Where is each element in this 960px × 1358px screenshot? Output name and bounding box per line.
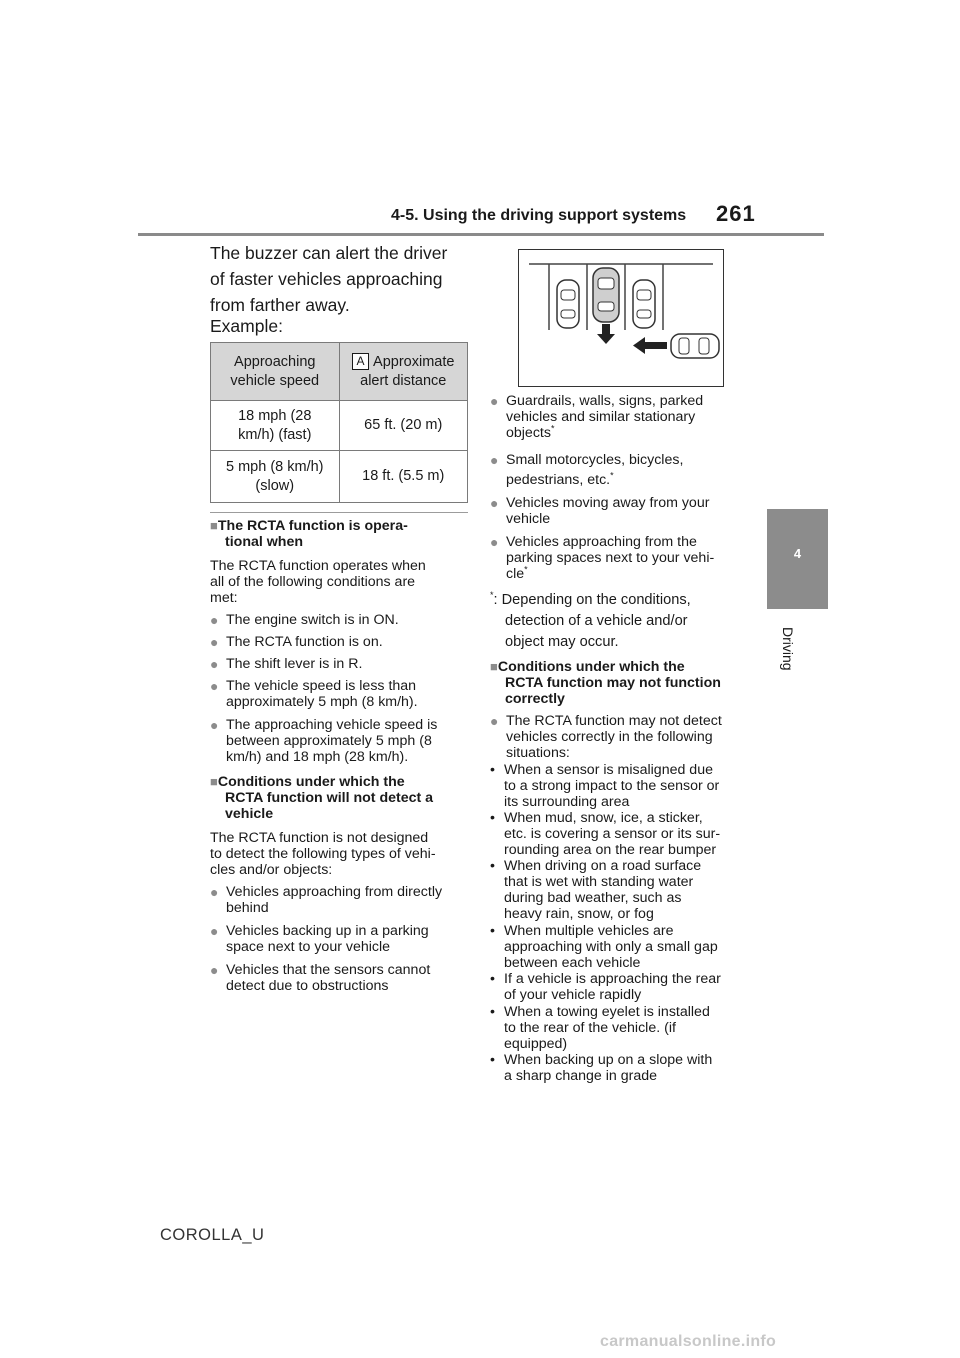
cell-text: 18 mph (28 [238, 407, 312, 424]
circle-bullet-icon: ● [490, 393, 499, 409]
circle-bullet-icon: ● [210, 962, 219, 978]
sub-list-item: • When driving on a road surface that is wet with standing water during bad weather, such as heavy rain, snow, or fog [490, 858, 702, 922]
list-item: ● The shift lever is in R. [210, 656, 363, 672]
chapter-tab-label [774, 621, 814, 691]
sub-list-item: • When a towing eyelet is installed to the rear of the vehicle. (if equipped) [490, 1004, 710, 1052]
sub-list-item: • When mud, snow, ice, a sticker, etc. is covering a sensor or its sur- rounding area on the rear bumper [490, 810, 721, 858]
circle-bullet-icon: ● [210, 678, 219, 694]
section-divider [210, 512, 468, 513]
square-bullet-icon: ■ [490, 659, 498, 674]
list-item: ● Vehicles backing up in a parking space next to your vehicle [210, 923, 429, 955]
sub-list-item: • When a sensor is misaligned due to a strong impact to the sensor or its surrounding area [490, 762, 720, 810]
header-text: alert distance [360, 372, 447, 389]
not-detect-heading: ■Conditions under which the RCTA function will not detect a vehicle [210, 774, 434, 822]
header-cell-distance [339, 343, 468, 401]
document-id: COROLLA_U [160, 1226, 265, 1244]
intro-line: from farther away. [210, 295, 350, 315]
parked-car-icon [633, 280, 655, 328]
rcta-illustration [518, 249, 724, 387]
list-item: ● The vehicle speed is less than approximately 5 mph (8 km/h). [210, 678, 418, 710]
list-item: ● The approaching vehicle speed is between approximately 5 mph (8 km/h) and 18 mph (28 km/h). [210, 717, 438, 765]
cell-text: 5 mph (8 km/h) [226, 458, 324, 475]
table-cell [211, 401, 340, 451]
callout-a-marker: A [352, 353, 369, 370]
table-cell: 65 ft. (20 m) [339, 401, 468, 451]
table-header-row [211, 343, 468, 401]
operational-intro: The RCTA function operates when all of the following conditions are met: [210, 558, 426, 606]
chapter-tab-label-text: Driving [780, 627, 796, 671]
circle-bullet-icon: ● [490, 713, 499, 729]
cell-text: km/h) (fast) [238, 426, 312, 443]
list-item: ● The RCTA function may not detect vehicles correctly in the following situations: [490, 713, 722, 761]
header-divider [138, 233, 824, 236]
watermark: carmanualsonline.info [600, 1333, 777, 1350]
circle-bullet-icon: ● [210, 717, 219, 733]
section-title: 4-5. Using the driving support systems [391, 207, 687, 224]
sub-list-item: • When backing up on a slope with a sharp change in grade [490, 1052, 713, 1084]
sub-list-item: • When multiple vehicles are approaching with only a small gap between each vehicle [490, 923, 718, 971]
intro-paragraph [210, 240, 472, 318]
list-item: ● Vehicles approaching from the parking spaces next to your vehi- cle* [490, 534, 715, 582]
cell-text: (slow) [255, 477, 295, 494]
circle-bullet-icon: ● [490, 534, 499, 550]
alert-distance-table [210, 342, 468, 503]
operational-heading: ■The RCTA function is opera- tional when [210, 518, 408, 550]
circle-bullet-icon: ● [210, 884, 219, 900]
not-correct-heading: ■Conditions under which the RCTA function may not function correctly [490, 659, 721, 707]
circle-bullet-icon: ● [210, 634, 219, 650]
list-item: ● Vehicles that the sensors cannot detect due to obstructions [210, 962, 431, 994]
header-text: Approximate [373, 353, 455, 370]
circle-bullet-icon: ● [490, 452, 499, 468]
footnote: *: Depending on the conditions, detection of a vehicle and/or object may occur. [490, 590, 691, 650]
own-car-icon [593, 268, 619, 322]
list-item: ● The engine switch is in ON. [210, 612, 399, 628]
not-detect-intro: The RCTA function is not designed to detect the following types of vehi- cles and/or objects: [210, 830, 436, 878]
circle-bullet-icon: ● [210, 923, 219, 939]
table-row [211, 401, 468, 451]
header-cell-speed [211, 343, 340, 401]
square-bullet-icon: ■ [210, 518, 218, 533]
table-cell: 18 ft. (5.5 m) [339, 451, 468, 503]
list-item: ● Guardrails, walls, signs, parked vehicles and similar stationary objects* [490, 393, 704, 441]
reverse-arrow-icon [597, 324, 615, 344]
approach-arrow-icon [633, 337, 667, 354]
header-text: vehicle speed [230, 372, 320, 389]
table-row [211, 451, 468, 503]
table-cell [211, 451, 340, 503]
list-item: ● Vehicles moving away from your vehicle [490, 495, 710, 527]
circle-bullet-icon: ● [490, 495, 499, 511]
list-item: ● Small motorcycles, bicycles, pedestrians, etc.* [490, 452, 684, 488]
approaching-car-icon [671, 334, 719, 358]
chapter-tab-number: 4 [793, 546, 802, 561]
square-bullet-icon: ■ [210, 774, 218, 789]
header-text: Approaching [234, 353, 316, 370]
intro-line: of faster vehicles approaching [210, 269, 443, 289]
list-item: ● The RCTA function is on. [210, 634, 383, 650]
parking-diagram [519, 250, 723, 386]
example-label: Example: [210, 316, 283, 336]
parked-car-icon [557, 280, 579, 328]
sub-list-item: • If a vehicle is approaching the rear of your vehicle rapidly [490, 971, 721, 1003]
intro-line: The buzzer can alert the driver [210, 243, 448, 263]
circle-bullet-icon: ● [210, 612, 219, 628]
list-item: ● Vehicles approaching from directly behind [210, 884, 443, 916]
page-number: 261 [716, 201, 756, 226]
circle-bullet-icon: ● [210, 656, 219, 672]
